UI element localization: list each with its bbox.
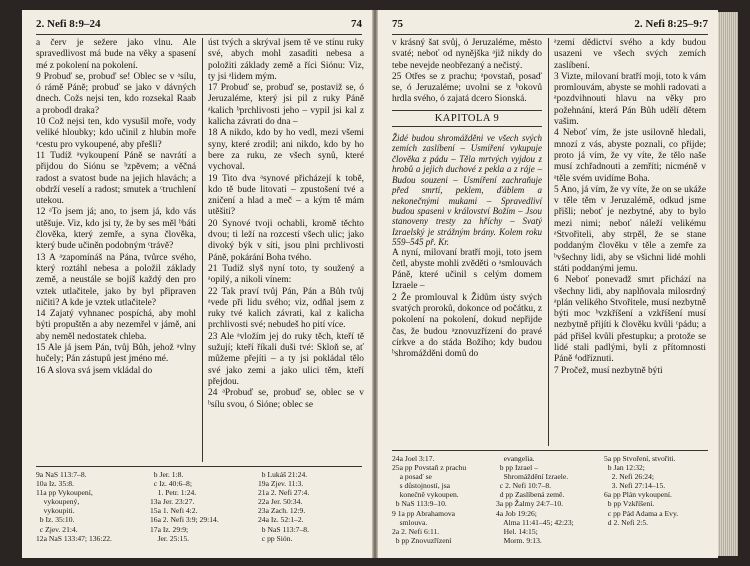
left-page-number: 74 <box>351 18 362 30</box>
verse-paragraph: 14 Zajatý vyhnanec pospíchá, aby mohl býti propuštěn a aby nezemřel v jámě, ani aby neměl nedostatek chleba. <box>36 309 196 342</box>
footnote-rule <box>36 466 362 467</box>
verse-paragraph: úst tvých a skrýval jsem tě ve stínu ruky své, abych mohl zasaditi nebesa a položiti základy země a říci Siónu: Viz, ty jsi ᵃlidem mým. <box>208 38 364 82</box>
left-column-2 <box>208 38 364 411</box>
left-header-reference: 2. Nefi 8:9–24 <box>36 18 101 30</box>
right-header-reference: 2. Nefi 8:25–9:7 <box>634 18 708 30</box>
verse-paragraph: 6 Neboť ponevadž smrt přichází na všechny lidi, aby naplňovala milosrdný ᵃplán velikého Stvořitele, musí nezbytně býti moc ᵇvzkříšení a vzkříšení musí nezbytně přijíti k člověku kvůli ᶜpádu; a pád přišel kvůli přestupku; a protože se lidé stali padlými, byli z přítomnosti Páně ᵈodříznuti. <box>554 275 706 365</box>
verse-paragraph: 7 Pročež, musí nezbytně býti <box>554 365 663 376</box>
verse-paragraph: 23 Ale ᵃvložím jej do ruky těch, kteří tě sužují; kteří říkali duši tvé: Skloň se, ať můžeme přejíti – a ty jsi pokládal tělo své jako zemi a jako ulici těm, kteří přejdou. <box>208 331 364 387</box>
right-column-1 <box>392 38 542 361</box>
verse-paragraph: 21 Tudíž slyš nyní toto, ty soužený a ᵃopilý, a nikoli vínem: <box>208 263 364 286</box>
footnote-block-2: evangelia. b pp Izrael – Shromáždění Izraele. c 2. Nefi 10:7–8. d pp Zaslíbená země. 3a pp Žalmy 24:7–10. 4a Job 19:26; Alma 11:41–45; 42:23; Hel. 14:15; Morm. 9:13. <box>496 454 574 545</box>
verse-paragraph: 18 A nikdo, kdo by ho vedl, mezi všemi syny, které zrodil; ani nikdo, kdo by ho bere za ruku, ze všech synů, které vychoval. <box>208 128 364 173</box>
verse-paragraph: A nyní, milovaní bratří moji, toto jsem četl, abyste mohli zvěděti o ᵃsmlouvách Páně, které učinil s celým domem Izraele – <box>392 247 542 292</box>
verse-paragraph: 25 Otřes se z prachu; ᵃpovstaň, posaď se, ó Jeruzaléme; uvolni se z ᵇokovů hrdla svého, ó zajatá dcero Sionská. <box>392 71 542 105</box>
column-divider <box>202 38 203 462</box>
verse-paragraph: 3 Vizte, milovaní bratří moji, toto k vám promlouvám, abyste se mohli radovati a ᵃpozdvihnouti hlavu na věky pro požehnání, která Pán Bůh udělí dětem vašim. <box>554 71 706 128</box>
verse-paragraph: 17 Probuď se, probuď se, postaviž se, ó Jeruzaléme, který jsi pil z ruky Páně ᵃkalich ᵇprchlivosti jeho – vypil jsi kal z kalicha závrati do dna – <box>208 83 364 128</box>
verse-paragraph: 19 Tito dva ᵃsynové přicházejí k tobě, kdo tě bude litovati – zpustošení tvé a zničení a hlad a meč – a kým tě mám utěšiti? <box>208 173 364 218</box>
verse-paragraph: 12 ᵃTo jsem já; ano, to jsem já, kdo vás utěšuje. Viz, kdo jsi ty, že by ses měl ᵇbáti člověka, který zemře, a syna člověka, který bude učiněn podobným ᶜtrávě? <box>36 207 196 252</box>
footnote-block-3: 5a pp Stvoření, stvořiti. b Jan 12:32; 2. Nefi 26:24; 3. Nefi 27:14–15. 6a pp Plán vykoupení. b pp Vzkříšení. c pp Pád Adama a Evy. d 2. Nefi 2:5. <box>604 454 679 527</box>
footnote-block-2: b Jer. 1:8. c Iz. 40:6–8; 1. Petr. 1:24. 13a Jer. 23:27. 15a 1. Nefi 4:2. 16a 2. Nefi 3:9; 29:14. 17a Iz. 29:9; Jer. 25:15. <box>150 470 219 543</box>
right-page-number: 75 <box>392 18 403 30</box>
verse-paragraph: 11 Tudíž ᵃvykoupení Páně se navrátí a přijdou do Siónu se ᵇzpěvem; a věčná radost a svatost bude na jejich hlavách; a obdrží veselí a radost; smutek a ᶜtruchlení utekou. <box>36 150 196 207</box>
verse-paragraph: 20 Synové tvoji ochabli, kromě těchto dvou; ti leží na rozcestí všech ulic; jako divoký býk v síti, jsou plni prchlivosti Páně, pokárání Boha tvého. <box>208 218 364 263</box>
left-page <box>22 10 372 558</box>
verse-paragraph: ᵃzemí dědictví svého a kdy budou usazeni ve všech svých zemích zaslíbení. <box>554 38 706 71</box>
left-header <box>36 16 362 35</box>
right-header <box>392 16 708 35</box>
verse-paragraph: 22 Tak praví tvůj Pán, Pán a Bůh tvůj ᵃvede při lidu svého; viz, odňal jsem z ruky tvé kalich závrati, kal z kalicha prchlivosti své; nebudeš ho pití více. <box>208 286 364 331</box>
right-page <box>378 10 718 558</box>
footnote-block-1: 24a Joel 3:17. 25a pp Povstaň z prachu a posaď se s důstojností, jsa konečně vykoupen. b NaS 113:9–10. 9 1a pp Abrahamova smlouva. 2a 2. Nefi 6:11. b pp Znovuzřízení <box>392 454 467 545</box>
left-column-1 <box>36 38 196 377</box>
verse-paragraph: 10 Což nejsi ten, kdo vysušil moře, vody veliké hloubky; kdo učinil z hlubin moře ᵃcestu pro vykoupené, aby přešli? <box>36 117 196 150</box>
verse-paragraph: 13 A ᵃzapomínáš na Pána, tvůrce svého, který roztáhl nebesa a položil základy země, a neustále se bojíš každý den pro vztek utlačitele, jako by byl připraven ničiti? A kde je vztek utlačitele? <box>36 252 196 308</box>
verse-paragraph: a červ je sežere jako vlnu. Ale spravedlivost má bude na věky a spasení mé z pokolení na pokolení. <box>36 38 196 71</box>
chapter-summary: Židé budou shromážděni ve všech svých zemích zaslíbení – Usmíření vykupuje člověka z pádu – Těla mrtvých vyjdou z hrobů a jejich duchové z pekla a z ráje – Budou souzeni – Usmíření zachraňuje před smrtí, peklem, ďáblem a nekonečnými mukami – Spravedliví budou spaseni v království Božím – Jsou stanoveny tresty za hříchy – Svatý Izraelský je strážným brány. Kolem roku 559–545 př. Kr. <box>392 133 542 248</box>
verse-paragraph: 24 ᵃProbuď se, probuď se, oblec se v ᵇsílu svou, ó Sióne; oblec se <box>208 388 364 410</box>
right-column-2 <box>554 38 706 377</box>
verse-paragraph: v krásný šat svůj, ó Jeruzaléme, město svaté; neboť od nynějška ᵃjiž nikdy do tebe nevejde neobřezaný a nečistý. <box>392 38 542 71</box>
verse-paragraph: 5 Ano, já vím, že vy víte, že on se ukáže v těle těm v Jeruzalémě, odkud jsme přišli; neboť je nezbytné, aby to bylo mezi nimi; neboť náleží velikému ᵃStvořiteli, aby strpěl, že se stane poddaným člověku v těle a zemře za ᵇvšechny lidi, aby se všichni lidé mohli státi poddanými jemu. <box>554 184 706 274</box>
footnote-block-1: 9a NaS 113:7–8. 10a Iz. 35:8. 11a pp Vykoupení, vykoupený, vykoupiti. b Iz. 35:10. c Zjev. 21:4. 12a NaS 133:47; 136:22. <box>36 470 112 543</box>
verse-paragraph: 16 A slova svá jsem vkládal do <box>36 365 153 376</box>
verse-paragraph: 9 Probuď se, probuď se! Oblec se v ᵃsílu, ó rámě Páně; probuď se jako v dávných dnech. Cožs nejsi ten, kdo rozsekal Raab a probodl draka? <box>36 71 196 116</box>
page-edges <box>718 12 738 556</box>
verse-paragraph: 15 Ale já jsem Pán, tvůj Bůh, jehož ᵃvlny hučely; Pán zástupů jest jméno mé. <box>36 343 196 365</box>
footnote-rule <box>392 450 708 451</box>
chapter-heading: KAPITOLA 9 <box>392 110 542 127</box>
footnote-block-3: b Lukáš 21:24. 19a Zjev. 11:3. 21a 2. Nefi 27:4. 22a Jer. 50:34. 23a Zach. 12:9. 24a Iz. 52:1–2. b NaS 113:7–8. c pp Sión. <box>258 470 310 543</box>
column-divider <box>548 38 549 446</box>
verse-paragraph: 2 Že promlouval k Židům ústy svých svatých proroků, dokonce od počátku, z pokolení na pokolení, dokud nepřijde čas, že budou ᵃznovuzřízení do pravé církve a do stáda Božího; kdy budou ᵇshromážděni domů do <box>392 292 542 360</box>
verse-paragraph: 4 Neboť vím, že jste usilovně hledali, mnozí z vás, abyste poznali, co přijde; proto já vím, že vy víte, že tělo naše musí zchřadnouti a zemříti; nicméně v ᵃtěle svém uvidíme Boha. <box>554 128 706 184</box>
